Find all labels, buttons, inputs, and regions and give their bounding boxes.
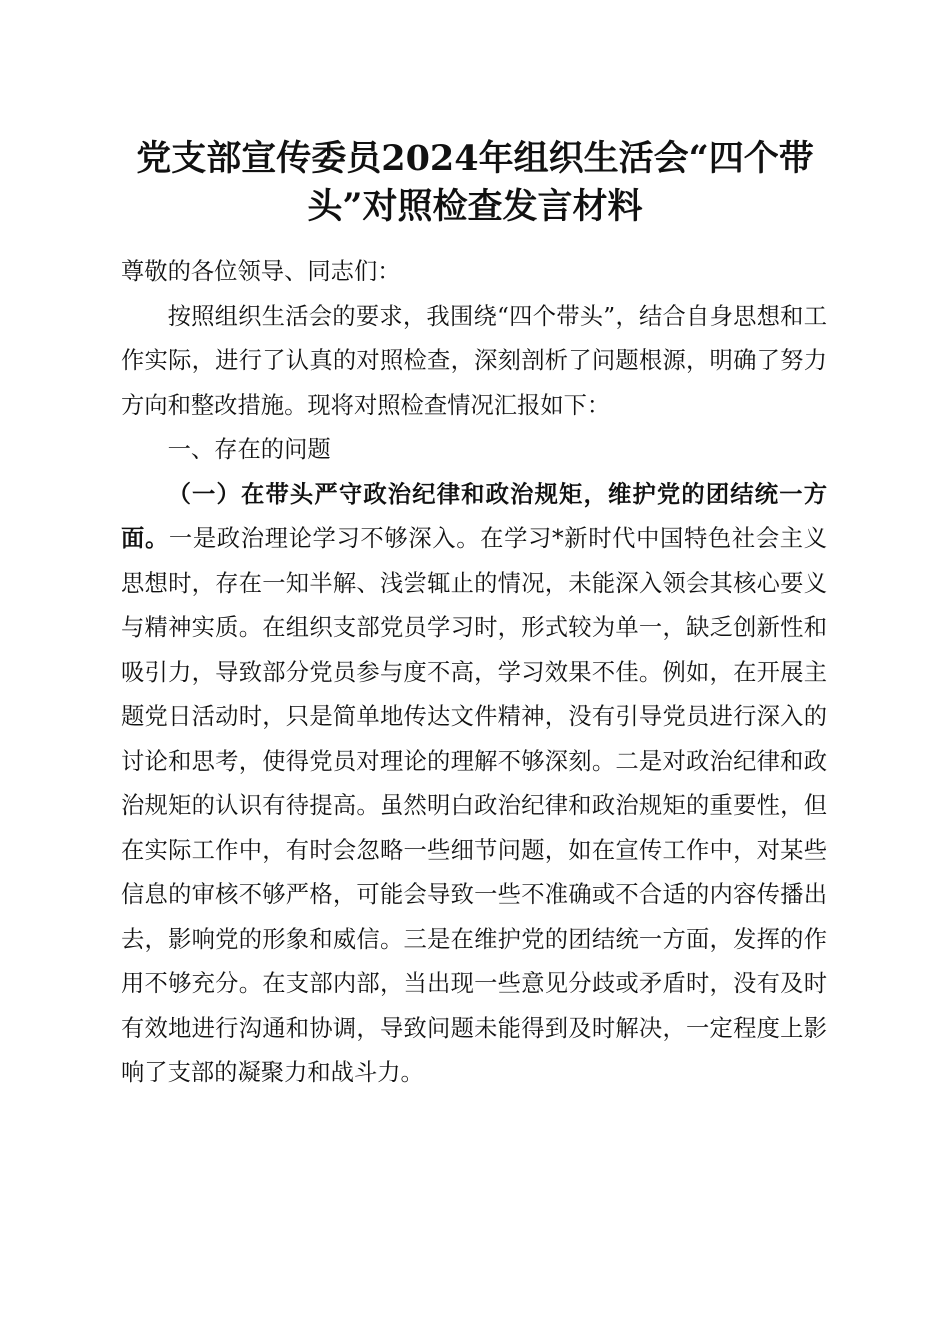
document-body	[121, 250, 827, 1096]
subsection-heading: （一）在带头严守政治纪律和政治规矩，维护党的团结统一方面。	[121, 480, 827, 552]
intro-paragraph: 按照组织生活会的要求，我围绕“四个带头”，结合自身思想和工作实际，进行了认真的对照检查，深刻剖析了问题根源，明确了努力方向和整改措施。现将对照检查情况汇报如下：	[121, 302, 827, 419]
subsection-paragraph	[121, 473, 827, 1096]
section-heading-problems: 一、存在的问题	[167, 436, 331, 463]
document-title: 党支部宣传委员2024年组织生活会“四个带头”对照检查发言材料	[136, 138, 814, 227]
greeting: 尊敬的各位领导、同志们：	[121, 258, 401, 285]
subsection-body: 一是政治理论学习不够深入。在学习*新时代中国特色社会主义思想时，存在一知半解、浅尝辄止的情况，未能深入领会其核心要义与精神实质。在组织支部党员学习时，形式较为单一，缺乏创新性和吸引力，导致部分党员参与度不高，学习效果不佳。例如，在开展主题党日活动时，只是简单地传达文件精神，没有引导党员进行深入的讨论和思考，使得党员对理论的理解不够深刻。二是对政治纪律和政治规矩的认识有待提高。虽然明白政治纪律和政治规矩的重要性，但在实际工作中，有时会忽略一些细节问题，如在宣传工作中，对某些信息的审核不够严格，可能会导致一些不准确或不合适的内容传播出去，影响党的形象和威信。三是在维护党的团结统一方面，发挥的作用不够充分。在支部内部，当出现一些意见分歧或矛盾时，没有及时有效地进行沟通和协调，导致问题未能得到及时解决，一定程度上影响了支部的凝聚力和战斗力。	[121, 525, 827, 1086]
